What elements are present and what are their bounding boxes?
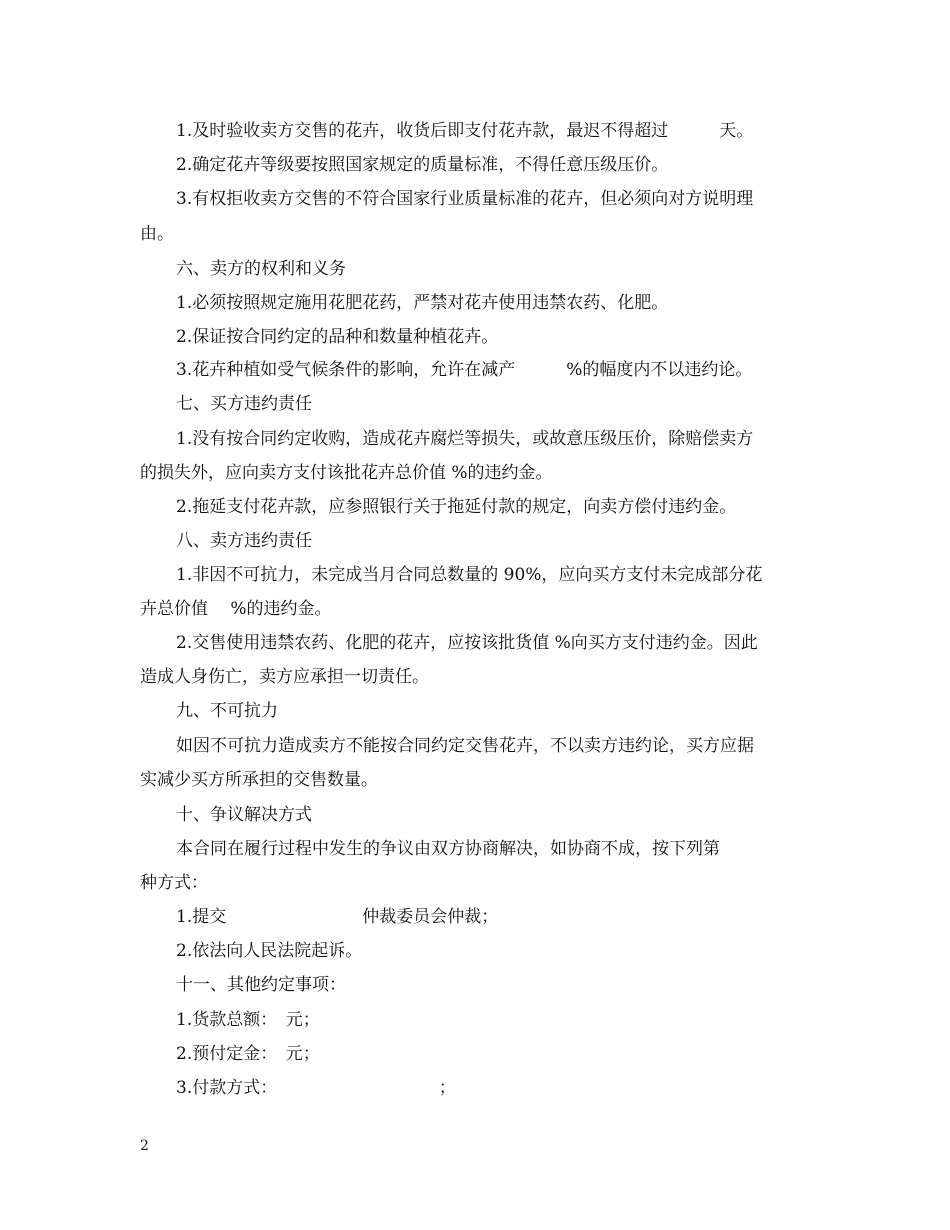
text-line: 1.非因不可抗力，未完成当月合同总数量的 90%，应向买方支付未完成部分花 (176, 565, 763, 585)
text-line: 2.保证按合同约定的品种和数量种植花卉。 (176, 327, 499, 347)
text-line: 2.拖延支付花卉款，应参照银行关于拖延付款的规定，向卖方偿付违约金。 (176, 497, 737, 517)
section-heading: 八、卖方违约责任 (176, 531, 312, 551)
section-heading: 七、买方违约责任 (176, 394, 312, 414)
text-line: 2.交售使用违禁农药、化肥的花卉，应按该批货值 %向买方支付违约金。因此 (176, 633, 758, 653)
text-line: 2.预付定金： 元； (176, 1044, 320, 1064)
text-line: 卉总价值 %的违约金。 (140, 599, 332, 619)
text-line: 1.必须按照规定施用花肥花药，严禁对花卉使用违禁农药、化肥。 (176, 293, 669, 313)
text-line: 本合同在履行过程中发生的争议由双方协商解决，如协商不成，按下列第 (176, 839, 720, 859)
text-line: 2.确定花卉等级要按照国家规定的质量标准，不得任意压级压价。 (176, 155, 669, 175)
text-line: 由。 (140, 224, 174, 244)
text-line: 造成人身伤亡，卖方应承担一切责任。 (140, 667, 429, 687)
text-line: 1.及时验收卖方交售的花卉，收货后即支付花卉款，最迟不得超过 天。 (176, 121, 754, 141)
text-line: 2.依法向人民法院起诉。 (176, 941, 363, 961)
section-heading: 九、不可抗力 (176, 701, 278, 721)
text-line: 1.货款总额： 元； (176, 1010, 320, 1030)
text-line: 的损失外，应向卖方支付该批花卉总价值 %的违约金。 (140, 463, 553, 483)
text-line: 3.付款方式： ； (176, 1078, 456, 1098)
text-line: 3.花卉种植如受气候条件的影响，允许在减产 %的幅度内不以违约论。 (176, 360, 753, 380)
text-line: 如因不可抗力造成卖方不能按合同约定交售花卉，不以卖方违约论，买方应据 (176, 736, 754, 756)
text-line: 1.提交 仲裁委员会仲裁； (176, 907, 499, 927)
text-line: 3.有权拒收卖方交售的不符合国家行业质量标准的花卉，但必须向对方说明理 (176, 189, 754, 209)
page-number: 2 (140, 1138, 149, 1154)
text-line: 1.没有按合同约定收购，造成花卉腐烂等损失，或故意压级压价，除赔偿卖方 (176, 429, 754, 449)
section-heading: 十、争议解决方式 (176, 805, 312, 825)
section-heading: 十一、其他约定事项： (176, 975, 346, 995)
section-heading: 六、卖方的权利和义务 (176, 259, 346, 279)
text-line: 实减少买方所承担的交售数量。 (140, 770, 378, 790)
text-line: 种方式： (140, 873, 208, 893)
